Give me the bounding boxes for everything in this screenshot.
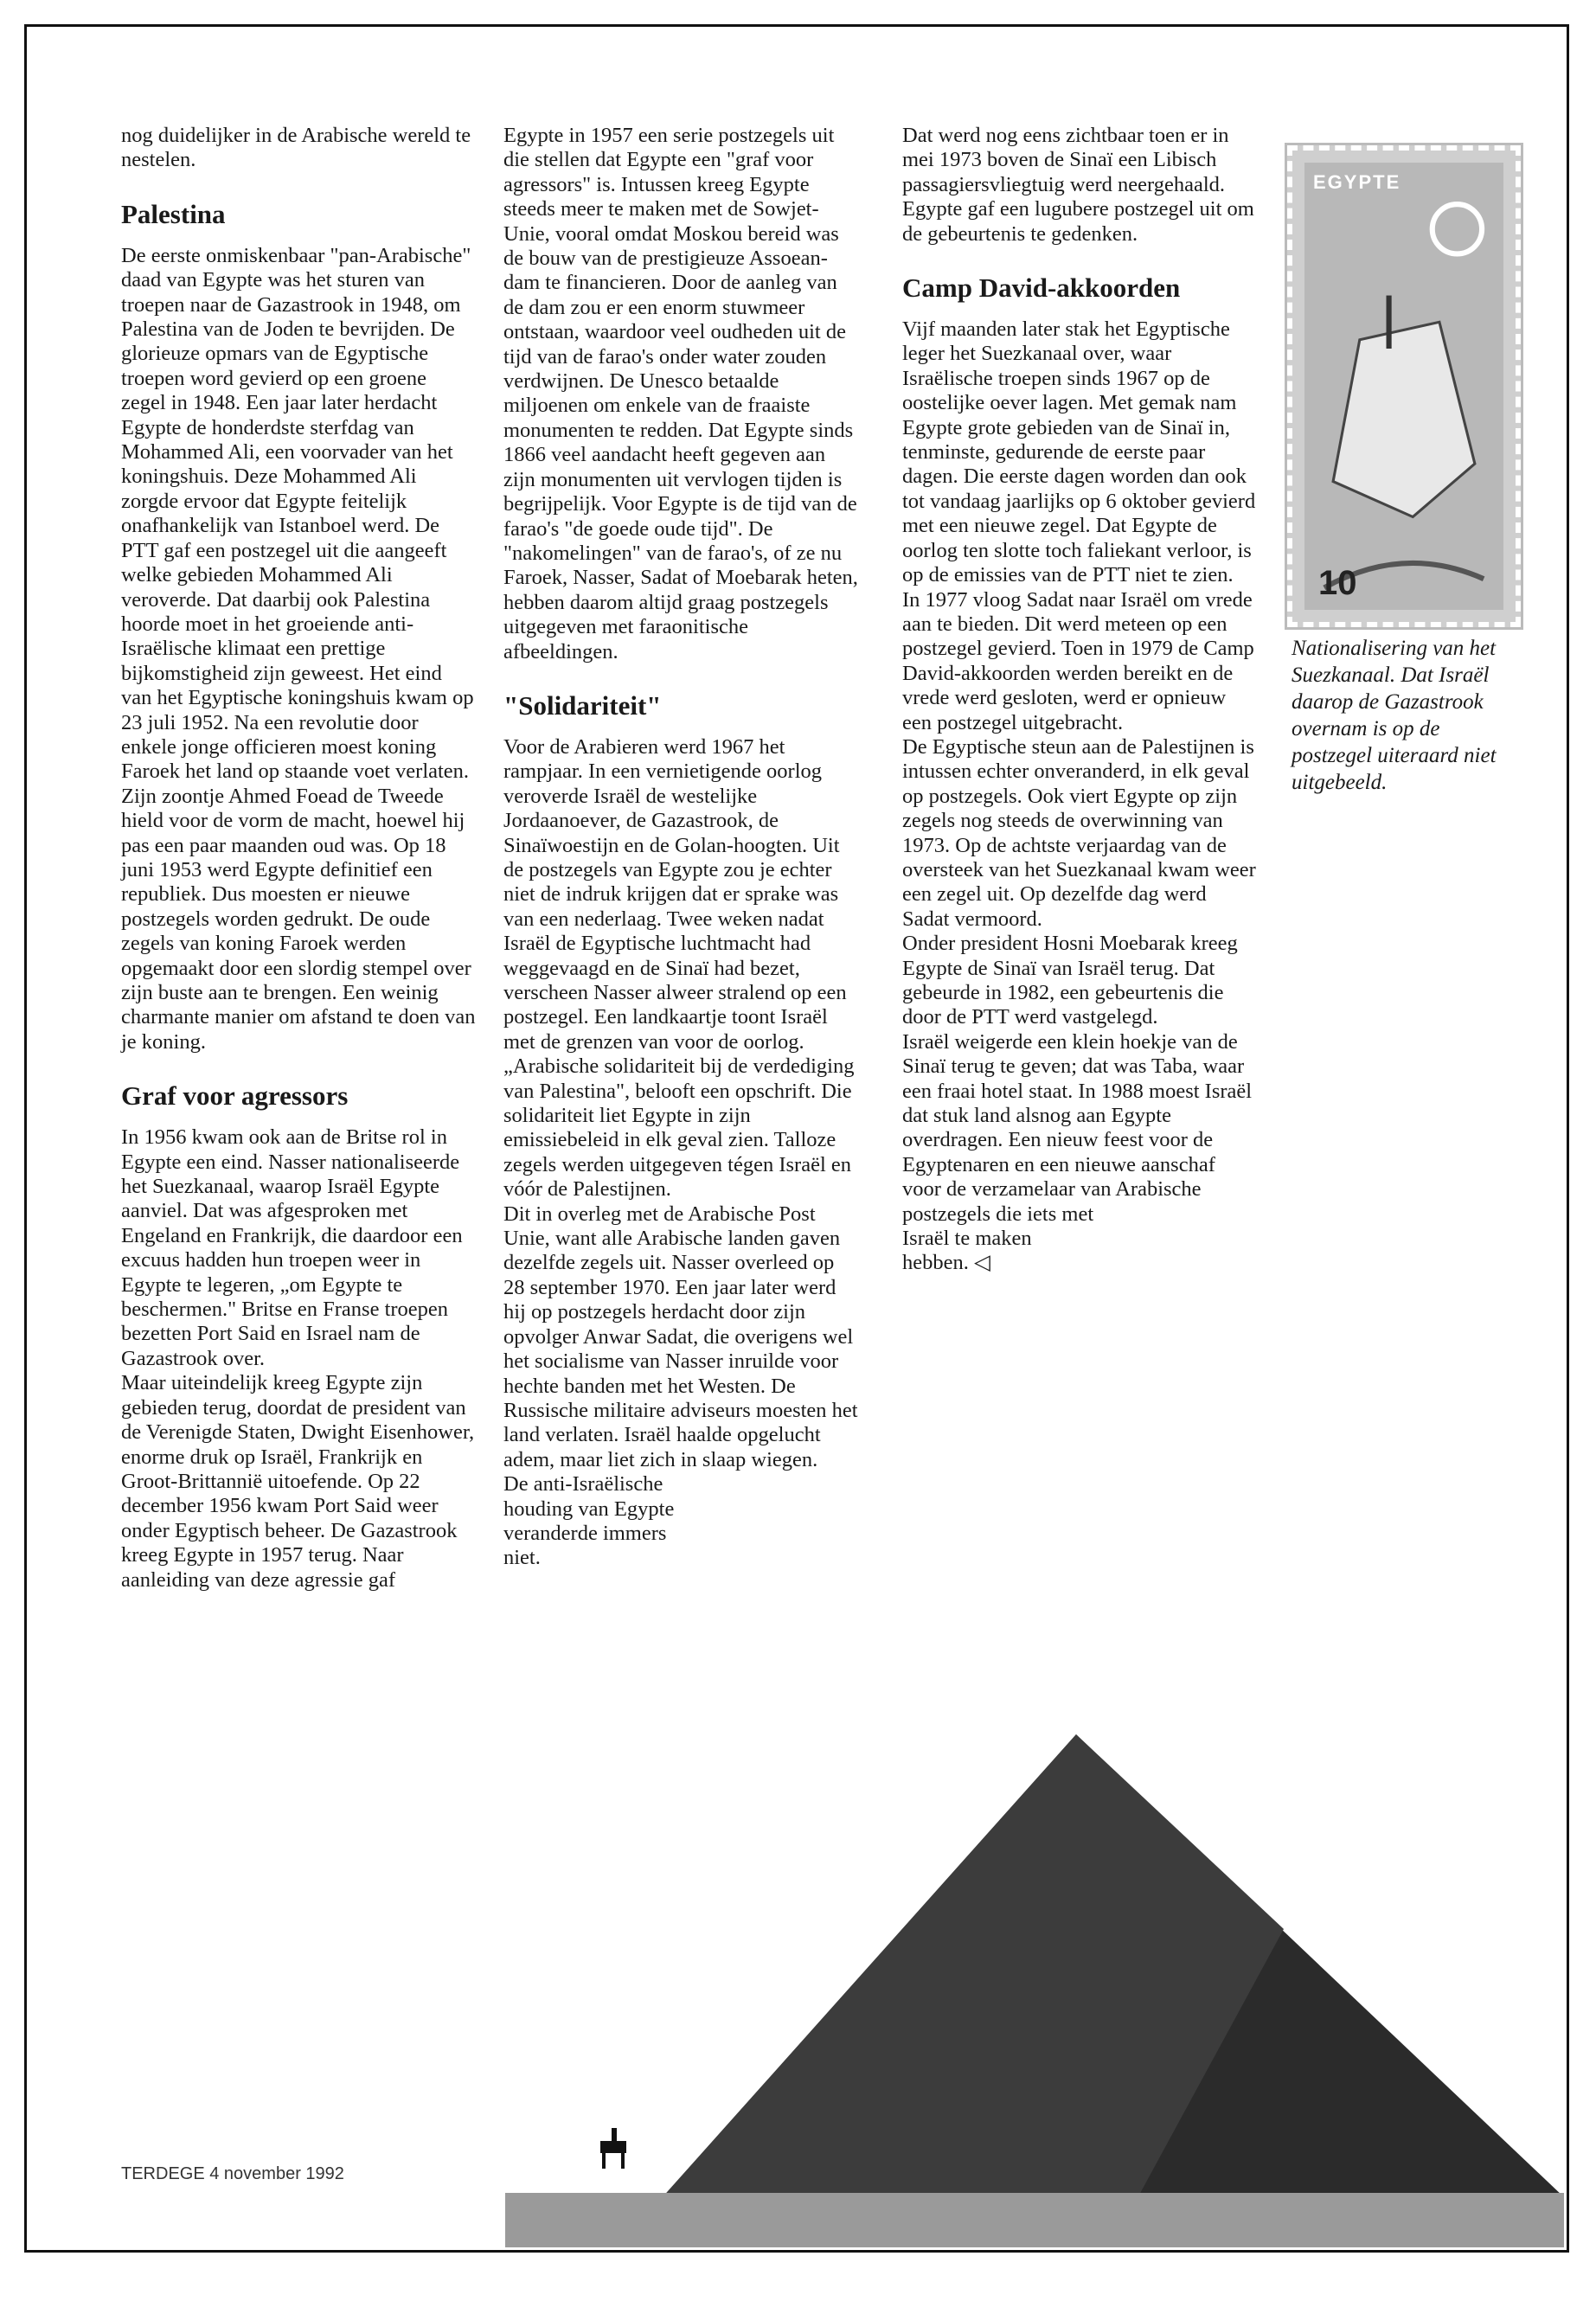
paragraph: Israël weigerde een klein hoekje van de Sinaï terug te geven; dat was Taba, waar een fraai hotel staat. In 1988 moest Israël dat stuk land alsnog aan Egypte overdragen. Een nieuw feest voor de Egyptenaren en een nieuwe aanschaf voor de verzamelaar van Arabische: [902, 1029, 1253, 1202]
intro-paragraph: nog duidelijker in de Arabische wereld te nestelen.: [121, 124, 471, 172]
paragraph-tail: postzegels die iets met Israël te maken hebben. ◁: [902, 1202, 1094, 1275]
paragraph-tail: De anti-Israëlische houding van Egypte veranderde immers niet.: [503, 1472, 675, 1570]
pyramid-photo: [505, 1730, 1564, 2247]
heading-solidariteit: "Solidariteit": [503, 689, 662, 721]
article-column-3: [902, 124, 1257, 1276]
heading-graf-voor-agressors: Graf voor agressors: [121, 1080, 349, 1112]
paragraph: Onder president Hosni Moebarak kreeg Egypte de Sinaï van Israël terug. Dat gebeurde in 1982, een gebeurtenis die door de PTT werd vastgelegd.: [902, 932, 1238, 1029]
paragraph: Dat werd nog eens zichtbaar toen er in mei 1973 boven de Sinaï een Libisch passagiersvliegtuig werd neergehaald. Egypte gaf een lugubere postzegel uit om de gebeurtenis te gedenken.: [902, 124, 1254, 246]
paragraph: In 1977 vloog Sadat naar Israël om vrede aan te bieden. Dit werd meteen op een postzegel gevierd. Toen in 1979 de Camp David-akkoorden werden bereikt en de vrede werd gesloten, werd er opnieuw een postzegel uitgebracht.: [902, 587, 1254, 734]
paragraph: Vijf maanden later stak het Egyptische leger het Suezkanaal over, waar Israëlische troepen sinds 1967 op de oostelijke oever lagen. Met gemak nam Egypte grote gebieden van de Sinaï in, tenminste, gedurende de eerste paar dagen. Die eerste dagen worden dan ook tot vandaag jaarlijks op 6 oktober gevierd met een nieuwe zegel. Dat Egypte de oorlog ten slotte toch faliekant verloor, is op de emissies van de PTT niet te zien.: [902, 317, 1256, 587]
article-column-2: [503, 124, 858, 1571]
paragraph: De Egyptische steun aan de Palestijnen is intussen echter onveranderd, in elk geval op postzegels. Ook viert Egypte op zijn zegels nog steeds de overwinning van 1973. Op de achtste verjaardag van de oversteek van het Suezkanaal kwam weer een zegel uit. Op dezelfde dag werd Sadat vermoord.: [902, 734, 1256, 931]
paragraph: Egypte in 1957 een serie postzegels uit die stellen dat Egypte een "graf voor agressors" is. Intussen kreeg Egypte steeds meer te maken met de Sowjet-Unie, vooral omdat Moskou bereid was de bouw van de prestigieuze Assoean-dam te financieren. Door de aanleg van de dam zou er een enorm stuwmeer ontstaan, waardoor veel oudheden uit de tijd van de farao's onder water zouden verdwijnen. De Unesco betaalde miljoenen om enkele van de fraaiste monumenten te redden. Dat Egypte sinds 1866 veel aandacht heeft gegeven aan zijn monumenten uit vervlogen tijden is begrijpelijk. Voor Egypte is de tijd van de farao's "de goede oude tijd". De "nakomelingen" van de farao's, of ze nu Faroek, Nasser, Sadat of Moebarak heten, hebben daarom altijd graag postzegels uitgegeven met faraonitische afbeeldingen.: [503, 124, 858, 663]
suez-canal-stamp: [1287, 145, 1521, 627]
article-column-1: [121, 124, 476, 1593]
paragraph: Maar uiteindelijk kreeg Egypte zijn gebieden terug, doordat de president van de Verenigde Staten, Dwight Eisenhower, enorme druk op Israël, Frankrijk en Groot-Brittannië uitoefende. Op 22 december 1956 kwam Port Said weer onder Egyptisch beheer. De Gazastrook kreeg Egypte in 1957 terug. Naar aanleiding van deze agressie gaf: [121, 1371, 475, 1592]
paragraph: In 1956 kwam ook aan de Britse rol in Egypte een eind. Nasser nationaliseerde het Suezkanaal, waarop Israël Egypte aanviel. Dat was afgesproken met Engeland en Frankrijk, die daardoor een excuus hadden hun troepen weer in Egypte te legeren, „om Egypte te beschermen." Britse en Franse troepen bezetten Port Said en Israel nam de Gazastrook over.: [121, 1125, 463, 1370]
heading-palestina: Palestina: [121, 198, 226, 229]
heading-camp-david: Camp David-akkoorden: [902, 272, 1181, 304]
camel-rider-icon: [600, 2128, 626, 2169]
ship-illustration: [1304, 163, 1503, 610]
paragraph: Dit in overleg met de Arabische Post Unie, want alle Arabische landen gaven dezelfde zegels uit. Nasser overleed op 28 september 1970. Een jaar later werd hij op postzegels herdacht door zijn opvolger Anwar Sadat, die overigens wel het socialisme van Nasser inruilde voor hechte banden met het Westen. De Russische militaire adviseurs moesten het land verlaten. Israël haalde opgelucht adem, maar liet zich in slaap wiegen.: [503, 1202, 858, 1471]
page-footer: TERDEGE 4 november 1992: [121, 2164, 344, 2183]
paragraph: Voor de Arabieren werd 1967 het rampjaar. In een vernietigende oorlog veroverde Israël de westelijke Jordaanoever, de Gazastrook, de Sinaïwoestijn en de Golan-hoogten. Uit de postzegels van Egypte zou je echter niet de indruk krijgen dat er sprake was van een nederlaag. Twee weken nadat Israël de Egyptische luchtmacht had weggevaagd en de Sinaï had bezet, verscheen Nasser alweer stralend op een postzegel. Een landkaartje toont Israël met de grenzen van voor de oorlog. „Arabische solidariteit bij de verdediging van Palestina", belooft een opschrift. Die solidariteit liet Egypte in zijn emissiebeleid in elk geval zien. Talloze zegels werden uitgegeven tégen Israël en vóór de Palestijnen.: [503, 734, 855, 1202]
paragraph: De eerste onmiskenbaar "pan-Arabische" daad van Egypte was het sturen van troepen naar de Gazastrook in 1948, om Palestina van de Joden te bevrijden. De glorieuze opmars van de Egyptische troepen word gevierd op een groene zegel in 1948. Een jaar later herdacht Egypte de honderdste sterfdag van Mohammed Ali, een voorvader van het koningshuis. Deze Mohammed Ali zorgde ervoor dat Egypte feitelijk onafhankelijk van Istanboel werd. De PTT gaf een postzegel uit die aangeeft welke gebieden Mohammed Ali veroverde. Dat daarbij ook Palestina hoorde moet in het groeiende anti-Israëlische klimaat een prettige bijkomstigheid zijn geweest. Het eind van het Egyptische koningshuis kwam op 23 juli 1952. Na een revolutie door enkele jonge officieren moest koning Faroek het land op staande voet verlaten. Zijn zoontje Ahmed Foead de Tweede hield voor de vorm de macht, hoewel hij pas een paar maanden oud was. Op 18 juni 1953 werd Egypte definitief een republiek. Dus moesten er nieuwe postzegels worden gedrukt. De oude zegels van koning Faroek werden opgemaakt door een slordig stempel over zijn buste aan te brengen. Een weinig charmante manier om afstand te doen van je koning.: [121, 243, 476, 1054]
stamp-country-label: EGYPTE: [1313, 171, 1401, 193]
stamp-image: [1304, 163, 1503, 610]
stamp-value: 10: [1318, 564, 1357, 602]
stamp-caption: Nationalisering van het Suezkanaal. Dat Israël daarop de Gazastrook overnam is op de postzegel uiteraard niet uitgebeeld.: [1292, 637, 1497, 794]
